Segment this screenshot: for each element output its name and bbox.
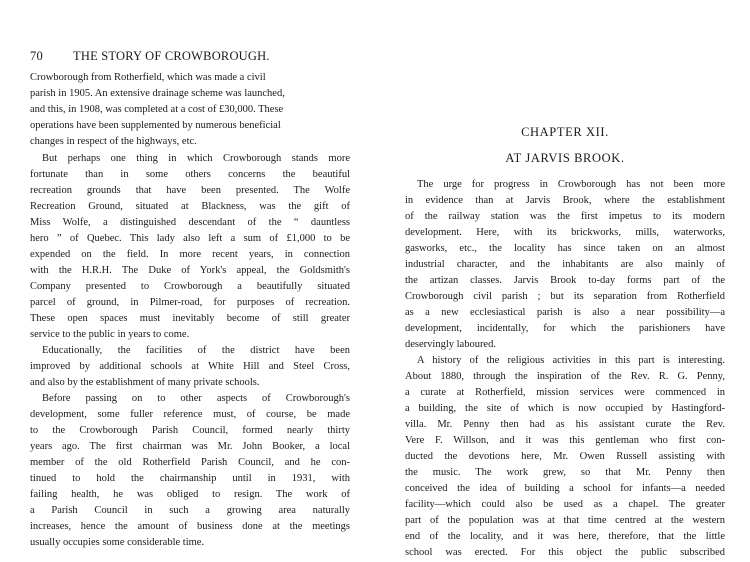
text-line: tinued to hold the chairmanship until in 1931, with xyxy=(30,473,350,484)
text-line: These open spaces must inevitably become of still greater xyxy=(30,313,350,324)
text-line: of the railway station was the first impetus to its modern xyxy=(405,211,725,222)
text-line: Crowborough civil parish ; but its separation from Rotherfield xyxy=(405,291,725,302)
text-line: years ago. The first chairman was Mr. John Booker, a local xyxy=(30,441,350,452)
text-line: increases, hence the amount of business done at the meetings xyxy=(30,521,350,532)
text-line: Recreation Ground, situated at Blackness, was the gift of xyxy=(30,201,350,212)
text-line: the music. The work grew, so that Mr. Penny then xyxy=(405,467,725,478)
text-line: hero ” of Quebec. This lady also left a sum of £1,000 to be xyxy=(30,233,350,244)
text-line: deservingly laboured. xyxy=(405,339,496,350)
text-line: with the H.R.H. The Duke of York's appeal, the Goldsmith's xyxy=(30,265,350,276)
text-line: parcel of ground, in Pilmer-road, for purposes of recreation. xyxy=(30,297,350,308)
book-title: THE STORY OF CROWBOROUGH. xyxy=(73,49,270,63)
text-line: a curate at Rotherfield, mission services were commenced in xyxy=(405,387,725,398)
text-line: Company presented to Crowborough a beautifully situated xyxy=(30,281,350,292)
text-line: member of the old Rotherfield Parish Council, and he con- xyxy=(30,457,350,468)
text-line: The urge for progress in Crowborough has not been more xyxy=(417,179,725,190)
chapter-number: CHAPTER XII. xyxy=(521,125,609,139)
text-line: development, some fuller reference must, of course, be made xyxy=(30,409,350,420)
running-head xyxy=(30,49,350,63)
text-line: recreation grounds that have been presented. The Wolfe xyxy=(30,185,350,196)
text-line: parish in 1905. An extensive drainage scheme was launched, xyxy=(30,88,285,99)
text-line: development. Here, with its brickworks, mills, waterworks, xyxy=(405,227,725,238)
text-line: But perhaps one thing in which Crowborough stands more xyxy=(42,153,350,164)
text-line: improved by additional schools at White Hill and Steel Cross, xyxy=(30,361,350,372)
text-line: the artizan classes. Jarvis Brook to-day forms part of the xyxy=(405,275,725,286)
text-line: villa. Mr. Penny then had as his assistant curate the Rev. xyxy=(405,419,725,430)
page-number: 70 xyxy=(30,49,43,63)
text-line: failing health, he was obliged to resign. The work of xyxy=(30,489,350,500)
text-line: as a new ecclesiastical parish is also a near possibility—a xyxy=(405,307,725,318)
text-line: and this, in 1908, was completed at a cost of £30,000. These xyxy=(30,104,284,115)
text-line: development, incidentally, for which the parishioners have xyxy=(405,323,725,334)
text-line: part of the population was at that time centred at the western xyxy=(405,515,725,526)
text-line: Crowborough from Rotherfield, which was made a civil xyxy=(30,72,266,83)
text-line: Before passing on to other aspects of Crowborough's xyxy=(42,393,350,404)
text-line: Educationally, the facilities of the district have been xyxy=(42,345,350,356)
text-line: Vere F. Willson, and it was this gentleman who first con- xyxy=(405,435,725,446)
text-line: school was erected. For this object the public subscribed xyxy=(405,547,725,558)
text-line: operations have been supplemented by numerous beneficial xyxy=(30,120,281,131)
text-line: Miss Wolfe, a distinguished descendant of the “ dauntless xyxy=(30,217,350,228)
text-line: gasworks, etc., the locality has since taken on an almost xyxy=(405,243,725,254)
text-line: A history of the religious activities in this part is interesting. xyxy=(417,355,725,366)
text-line: facility—which could also be used as a chapel. The greater xyxy=(405,499,725,510)
text-line: About 1880, through the inspiration of the Rev. R. G. Penny, xyxy=(405,371,725,382)
chapter-title: AT JARVIS BROOK. xyxy=(505,151,625,165)
text-line: changes in respect of the highways, etc. xyxy=(30,136,197,147)
text-line: a Parish Council in such a growing area naturally xyxy=(30,505,350,516)
text-line: end of the locality, and it was here, therefore, that the little xyxy=(405,531,725,542)
text-line: industrial character, and the inhabitants are also mainly of xyxy=(405,259,725,270)
text-line: in evidence than at Jarvis Brook, where the establishment xyxy=(405,195,725,206)
text-line: usually occupies some considerable time. xyxy=(30,537,205,548)
text-line: conceived the idea of building a school for infants—a needed xyxy=(405,483,725,494)
text-line: fortunate than in some others concerns the beautiful xyxy=(30,169,350,180)
text-line: a building, the site of which is now occupied by Hastingford- xyxy=(405,403,725,414)
text-line: and also by the establishment of many private schools. xyxy=(30,377,260,388)
text-line: to the Crowborough Parish Council, formed nearly thirty xyxy=(30,425,350,436)
text-line: expended on the field. In more recent years, in connection xyxy=(30,249,350,260)
text-line: service to the public in years to come. xyxy=(30,329,190,340)
text-line: ducted the devotions here, Mr. Owen Russell assisting with xyxy=(405,451,725,462)
